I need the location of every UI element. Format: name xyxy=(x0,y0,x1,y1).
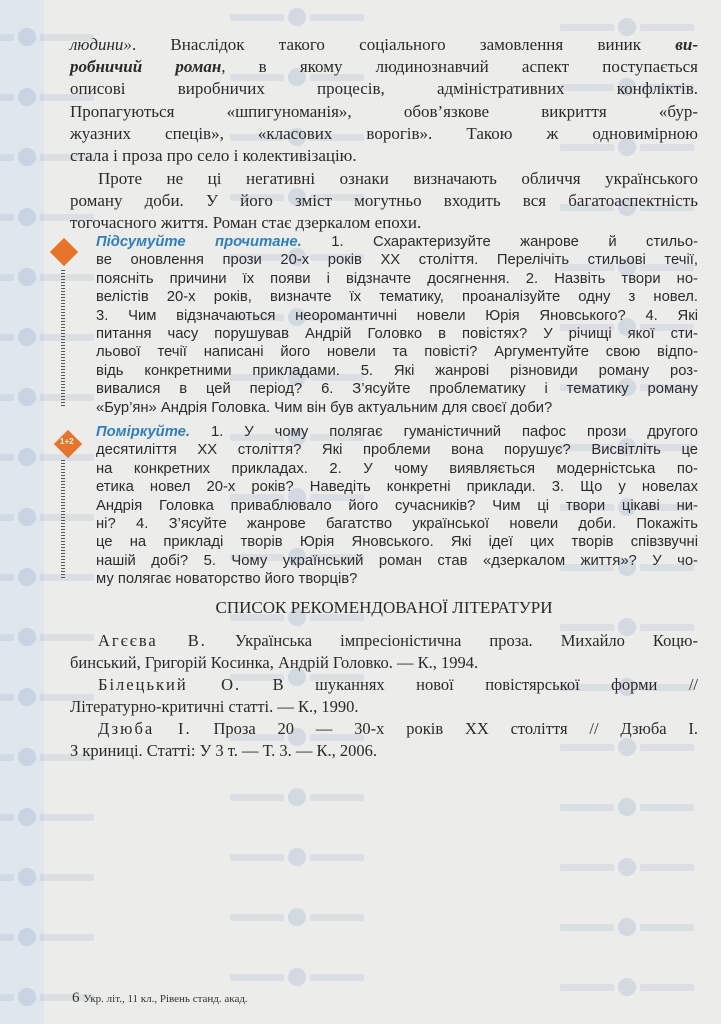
text-line: «Бур’ян» Андрія Головка. Чим він був актуальним для своєї доби? xyxy=(96,399,553,416)
text-line: Андрія Головка приваблювало його сучасників? Чим ці твори цікаві ни- xyxy=(96,497,698,514)
text-line: роману доби. У його зміст могутньо входить вся багатоаспектність xyxy=(70,191,698,211)
text-line: на конкретних прикладах. 2. У чому виявляється модерністська по- xyxy=(96,460,698,477)
text-line: 3. Чим відзначаються неоромантичні новели Юрія Яновського? 4. Які xyxy=(96,307,698,324)
exercise-summary xyxy=(96,233,698,417)
body-paragraph-1 xyxy=(70,34,698,167)
exercise-think-title: Поміркуйте. xyxy=(96,424,191,440)
text-line: ні? 4. З’ясуйте жанрове багатство української новели доби. Покажіть xyxy=(96,516,698,533)
watermark xyxy=(230,848,364,866)
text-line: Проте не ці негативні ознаки визначають обличчя українського xyxy=(98,169,698,188)
summary-arrows-icon xyxy=(50,238,78,266)
text-line: Підсумуйте прочитане. 1. Схарактеризуйте жанрове й стильо- xyxy=(96,234,698,250)
watermark-logo-icon xyxy=(618,858,636,876)
watermark-logo-icon xyxy=(288,848,306,866)
text-line: тогочасного життя. Роман стає дзеркалом епохи. xyxy=(70,213,422,233)
page-footer xyxy=(72,990,248,1007)
dotted-margin-rule xyxy=(61,270,65,408)
watermark xyxy=(230,908,364,926)
watermark-logo-icon xyxy=(288,8,306,26)
text-line: поясніть причини їх появи і відзначте досягнення. 2. Назвіть твори но- xyxy=(96,270,698,287)
watermark xyxy=(230,968,364,986)
text-line: відь конкретними прикладами. 5. Які жанрові різновиди роману роз- xyxy=(96,362,698,379)
text-line: ве оновлення прози 20-х років XX століття. Перелічіть стильові течії, xyxy=(96,252,698,269)
dotted-margin-rule xyxy=(61,460,65,580)
watermark xyxy=(560,978,694,996)
literature-list xyxy=(70,630,698,762)
page-number: 6 xyxy=(72,990,80,1006)
literature-entry: Дзюба І. Проза 20 — 30-х років XX століття // Дзюба І. З криниці. Статті: У 3 т. — Т. 3. — К., 2006. xyxy=(70,719,698,760)
exercise-summary-title: Підсумуйте прочитане. xyxy=(96,234,302,250)
text-line: питання часу порушував Андрій Головко в повістях? У річищі якої сти- xyxy=(96,326,698,343)
text-line: Пропагуються «шпигуноманія», обов’язкове викриття «бур- xyxy=(70,101,698,121)
watermark-logo-icon xyxy=(618,798,636,816)
literature-entry: Агєєва В. Українська імпресіоністична проза. Михайло Коцю- бинський, Григорій Косинка, Андрій Головко. — К., 1994. xyxy=(70,631,698,672)
body-paragraph-2 xyxy=(70,168,698,235)
watermark xyxy=(560,798,694,816)
text-line: му полягає новаторство його творців? xyxy=(96,571,358,588)
text-line: Поміркуйте. 1. У чому полягає гуманістичний пафос прози другого xyxy=(96,424,698,440)
text-line: жуазних спеців», «класових ворогів». Такою ж одновимірною xyxy=(70,123,698,143)
watermark xyxy=(230,8,364,26)
text-line: нашій добі? 5. Чому український роман став «дзеркалом життя»? У чо- xyxy=(96,552,698,569)
text-line: описові виробничих процесів, адміністративних конфліктів. xyxy=(70,79,698,99)
text-line: вивалися в цей період? 6. З’ясуйте проблематику і тематику роману xyxy=(96,381,698,398)
watermark xyxy=(230,788,364,806)
text-line: етика новел 20-х років? Наведіть конкретні приклади. 3. Що у новелах xyxy=(96,479,698,496)
watermark xyxy=(560,918,694,936)
watermark-logo-icon xyxy=(288,788,306,806)
text-line: стала і проза про село і колективізацію. xyxy=(70,146,357,166)
literature-heading: СПИСОК РЕКОМЕНДОВАНОЇ ЛІТЕРАТУРИ xyxy=(215,598,553,617)
watermark xyxy=(560,858,694,876)
watermark-logo-icon xyxy=(618,978,636,996)
text-line: велістів 20-х років, визначте їх тематику, проаналізуйте одну з новел. xyxy=(96,289,698,306)
text-line: робничий роман, в якому людинознавчий аспект поступається xyxy=(70,57,698,77)
text-line: це на прикладі творів Юрія Яновського. Які ідеї цих творів співзвучні xyxy=(96,534,698,551)
footer-text: Укр. літ., 11 кл., Рівень станд. акад. xyxy=(83,993,248,1005)
watermark-logo-icon xyxy=(288,968,306,986)
page-margin-strip xyxy=(0,0,44,1024)
text-line: десятиліття XX століття? Які проблеми вона порушує? Висвітліть це xyxy=(96,442,698,459)
watermark-logo-icon xyxy=(288,908,306,926)
text-line: льової течії написані його новели та повісті? Аргументуйте свою відпо- xyxy=(96,344,698,361)
text-line: людини». Внаслідок такого соціального замовлення виник ви- xyxy=(70,35,698,54)
literature-entry: Білецький О. В шуканнях нової повістярської форми // Літературно-критичні статті. — К., 1990. xyxy=(70,675,698,716)
think-icon-label: 1+2 xyxy=(60,437,74,446)
watermark-logo-icon xyxy=(618,918,636,936)
exercise-think xyxy=(96,423,698,589)
